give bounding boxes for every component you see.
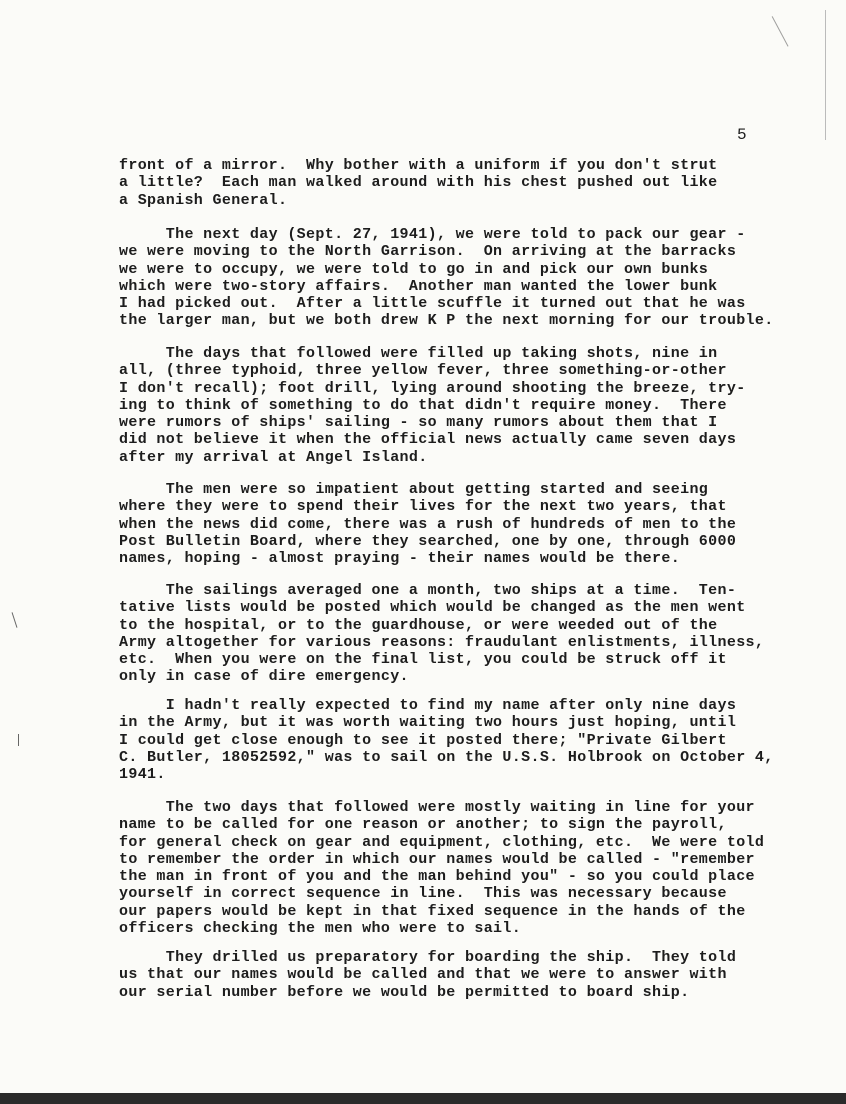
text-line: to the hospital, or to the guardhouse, or were weeded out of the [119, 616, 718, 634]
text-line: name to be called for one reason or another; to sign the payroll, [119, 816, 727, 834]
text-line: us that our names would be called and that we were to answer with [119, 966, 727, 984]
text-line: I had picked out. After a little scuffle it turned out that he was [119, 295, 746, 313]
text-line: did not believe it when the official news actually came seven days [119, 431, 737, 449]
text-line: The two days that followed were mostly waiting in line for your [119, 799, 755, 816]
text-line: tative lists would be posted which would be changed as the men went [119, 599, 746, 617]
text-line: our serial number before we would be permitted to board ship. [119, 983, 690, 1001]
text-line: I could get close enough to see it posted there; "Private Gilbert [119, 731, 727, 749]
text-line: were rumors of ships' sailing - so many rumors about them that I [119, 414, 718, 432]
text-line: ing to think of something to do that didn't require money. There [119, 396, 727, 414]
text-line: Post Bulletin Board, where they searched, one by one, through 6000 [119, 532, 737, 550]
paragraph [119, 697, 831, 783]
text-line: all, (three typhoid, three yellow fever, three something-or-other [119, 362, 727, 380]
paragraph [119, 345, 831, 466]
text-line: the larger man, but we both drew K P the next morning for our trouble. [119, 312, 774, 330]
paragraph [119, 481, 831, 567]
text-line: only in case of dire emergency. [119, 668, 409, 686]
text-line: after my arrival at Angel Island. [119, 448, 428, 466]
page-edge-shadow [825, 10, 826, 140]
text-line: to remember the order in which our names would be called - "remember [119, 850, 755, 868]
text-line: They drilled us preparatory for boarding the ship. They told [119, 949, 737, 966]
text-line: The days that followed were filled up taking shots, nine in [119, 345, 718, 362]
text-line: a Spanish General. [119, 191, 288, 209]
paragraph [119, 949, 831, 1001]
text-line: our papers would be kept in that fixed sequence in the hands of the [119, 902, 746, 920]
paragraph [119, 582, 831, 686]
text-line: in the Army, but it was worth waiting two hours just hoping, until [119, 714, 737, 732]
text-line: I don't recall); foot drill, lying around shooting the breeze, try- [119, 379, 746, 397]
text-line: when the news did come, there was a rush of hundreds of men to the [119, 515, 737, 533]
text-line: etc. When you were on the final list, you could be struck off it [119, 651, 727, 669]
text-line: front of a mirror. Why bother with a uniform if you don't strut [119, 157, 718, 174]
text-line: officers checking the men who were to sail. [119, 920, 522, 938]
text-line: I hadn't really expected to find my name after only nine days [119, 697, 737, 714]
text-line: for general check on gear and equipment, clothing, etc. We were told [119, 833, 765, 851]
paragraph [119, 799, 831, 937]
text-line: we were to occupy, we were told to go in and pick our own bunks [119, 260, 709, 278]
text-line: we were moving to the North Garrison. On arriving at the barracks [119, 243, 737, 261]
text-line: yourself in correct sequence in line. This was necessary because [119, 885, 727, 903]
text-line: the man in front of you and the man behind you" - so you could place [119, 868, 755, 886]
text-line: C. Butler, 18052592," was to sail on the U.S.S. Holbrook on October 4, [119, 748, 774, 766]
text-line: which were two-story affairs. Another man wanted the lower bunk [119, 277, 718, 295]
text-line: Army altogether for various reasons: fraudulant enlistments, illness, [119, 633, 765, 651]
text-line: 1941. [119, 766, 166, 784]
text-line: where they were to spend their lives for the next two years, that [119, 498, 727, 516]
paragraph [119, 226, 831, 330]
text-line: The next day (Sept. 27, 1941), we were told to pack our gear - [119, 226, 746, 243]
text-line: The sailings averaged one a month, two ships at a time. Ten- [119, 582, 737, 599]
text-line: a little? Each man walked around with his chest pushed out like [119, 174, 718, 192]
scan-bottom-border [0, 1093, 846, 1104]
text-line: names, hoping - almost praying - their names would be there. [119, 550, 681, 568]
paragraph [119, 157, 831, 209]
page-number: 5 [737, 126, 747, 144]
margin-scratch [18, 734, 19, 746]
text-line: The men were so impatient about getting started and seeing [119, 481, 709, 498]
page-fold-mark [772, 11, 798, 46]
margin-scratch [12, 612, 18, 628]
